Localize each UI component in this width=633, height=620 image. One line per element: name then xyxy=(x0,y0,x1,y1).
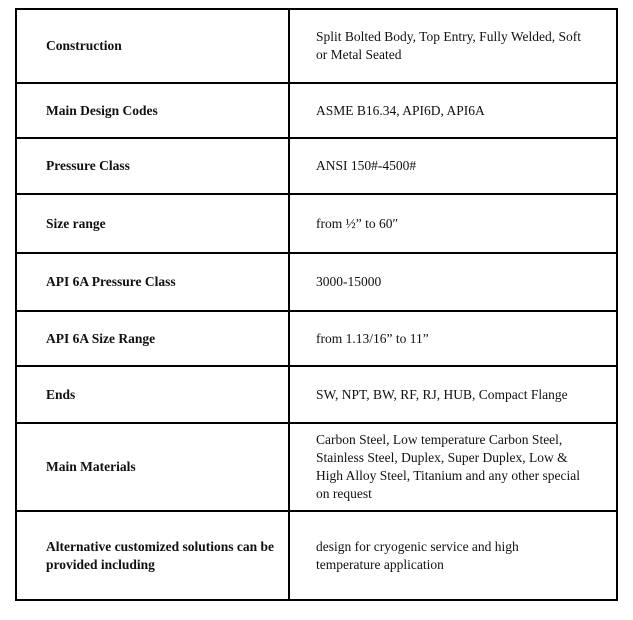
row-label: Size range xyxy=(16,194,289,253)
table-row-size-range xyxy=(16,194,617,253)
row-value: SW, NPT, BW, RF, RJ, HUB, Compact Flange xyxy=(289,366,617,423)
row-label: API 6A Size Range xyxy=(16,311,289,366)
row-value: design for cryogenic service and high temperature application xyxy=(289,511,617,600)
row-label: Main Materials xyxy=(16,423,289,511)
row-label: Ends xyxy=(16,366,289,423)
row-label: Main Design Codes xyxy=(16,83,289,138)
table-row-construction xyxy=(16,9,617,83)
table-row-pressure-class xyxy=(16,138,617,194)
row-label: API 6A Pressure Class xyxy=(16,253,289,311)
row-value: Carbon Steel, Low temperature Carbon Steel, Stainless Steel, Duplex, Super Duplex, Low & High Alloy Steel, Titanium and any other special on request xyxy=(289,423,617,511)
row-value: ANSI 150#-4500# xyxy=(289,138,617,194)
table-row-api6a-size-range xyxy=(16,311,617,366)
table-row-ends xyxy=(16,366,617,423)
table-row-alternative-solutions xyxy=(16,511,617,600)
row-value: ASME B16.34, API6D, API6A xyxy=(289,83,617,138)
table-row-api6a-pressure-class xyxy=(16,253,617,311)
row-label: Alternative customized solutions can be provided including xyxy=(16,511,289,600)
specification-table xyxy=(15,8,618,601)
row-value: 3000-15000 xyxy=(289,253,617,311)
table-row-main-design-codes xyxy=(16,83,617,138)
row-value: from ½” to 60″ xyxy=(289,194,617,253)
table-row-main-materials xyxy=(16,423,617,511)
row-label: Pressure Class xyxy=(16,138,289,194)
row-value: from 1.13/16” to 11” xyxy=(289,311,617,366)
row-value: Split Bolted Body, Top Entry, Fully Welded, Soft or Metal Seated xyxy=(289,9,617,83)
row-label: Construction xyxy=(16,9,289,83)
